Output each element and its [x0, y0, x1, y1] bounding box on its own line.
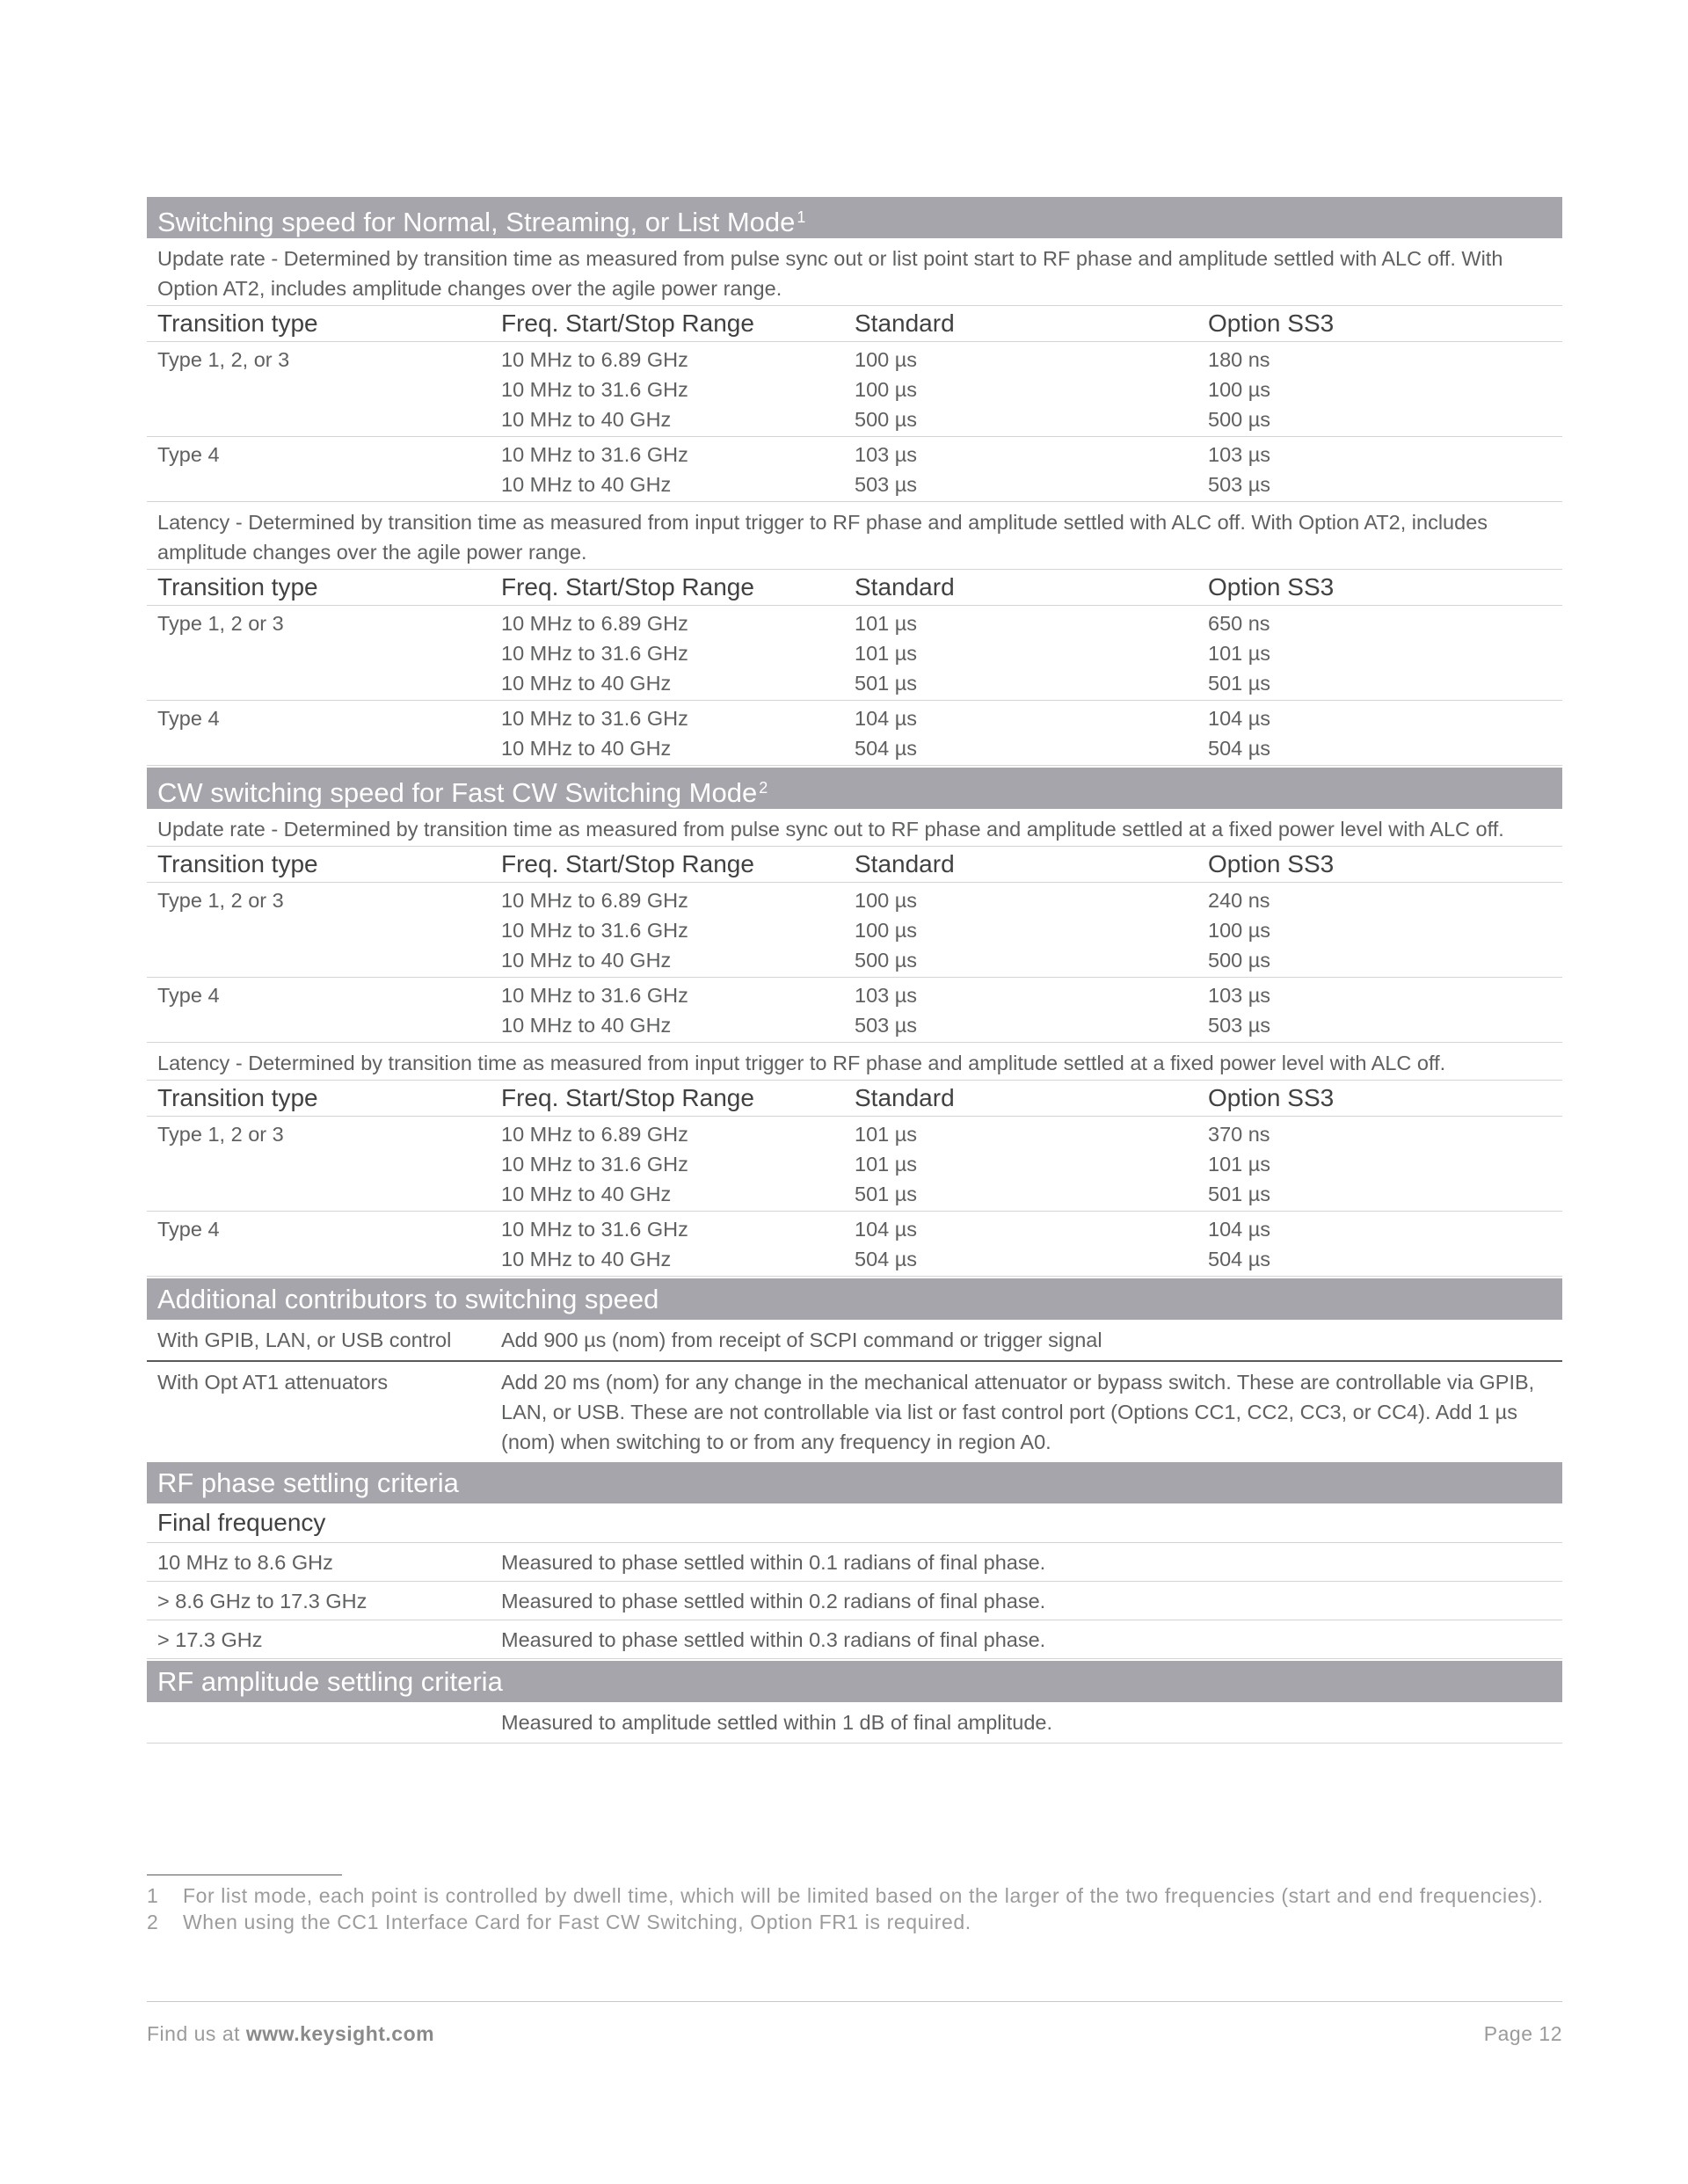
freq-range-cells [501, 1214, 855, 1274]
column-header: Freq. Start/Stop Range [501, 573, 754, 601]
freq-range-cell: 10 MHz to 31.6 GHz [501, 1218, 688, 1241]
amplitude-settling-row [147, 1702, 1562, 1744]
column-header: Transition type [157, 309, 318, 337]
standard-cell: 104 µs [855, 1218, 918, 1241]
freq-range-cell: 10 MHz to 6.89 GHz [501, 889, 688, 912]
contributor-row [147, 1320, 1562, 1362]
standard-cell: 501 µs [855, 672, 918, 695]
freq-range-cell: 10 MHz to 6.89 GHz [501, 348, 688, 371]
footnote-number: 1 [147, 1884, 159, 1907]
table-header-row [147, 1081, 1562, 1117]
table-header-row [147, 306, 1562, 342]
column-header: Transition type [157, 573, 318, 601]
table-row [147, 1117, 1562, 1212]
freq-range-cell: 10 MHz to 31.6 GHz [501, 378, 688, 401]
option-ss3-cell: 101 µs [1208, 642, 1271, 665]
standard-cell: 504 µs [855, 737, 918, 760]
table-row [147, 978, 1562, 1043]
footnote-number: 2 [147, 1911, 159, 1933]
option-ss3-cell: 104 µs [1208, 1218, 1271, 1241]
freq-range-cells [501, 1119, 855, 1209]
freq-range-cell: 10 MHz to 40 GHz [501, 737, 672, 760]
column-header: Standard [855, 573, 955, 601]
footnote-ref: 1 [797, 208, 806, 226]
freq-range-cells [501, 608, 855, 698]
option-ss3-cell: 104 µs [1208, 707, 1271, 730]
option-ss3-cell: 501 µs [1208, 672, 1271, 695]
transition-type-cell: Type 1, 2 or 3 [157, 889, 284, 912]
standard-cell: 501 µs [855, 1183, 918, 1205]
column-header: Standard [855, 1084, 955, 1111]
frequency-label: > 8.6 GHz to 17.3 GHz [157, 1590, 367, 1613]
transition-type-cell: Type 1, 2 or 3 [157, 612, 284, 635]
standard-cells [855, 345, 1208, 434]
standard-cell: 101 µs [855, 1153, 918, 1176]
option-ss3-cell: 101 µs [1208, 1153, 1271, 1176]
standard-cell: 101 µs [855, 1123, 918, 1146]
section-title: Switching speed for Normal, Streaming, or List Mode [157, 207, 796, 237]
freq-range-cell: 10 MHz to 6.89 GHz [501, 612, 688, 635]
standard-cells [855, 885, 1208, 975]
option-ss3-cell: 240 ns [1208, 889, 1270, 912]
footnote-2 [147, 1909, 1562, 1935]
contributor-label: With GPIB, LAN, or USB control [157, 1329, 452, 1351]
option-ss3-cell: 100 µs [1208, 378, 1271, 401]
footnote-1 [147, 1882, 1562, 1909]
freq-range-cell: 10 MHz to 31.6 GHz [501, 443, 688, 466]
column-header: Freq. Start/Stop Range [501, 850, 754, 877]
column-header: Option SS3 [1208, 850, 1335, 877]
standard-cell: 100 µs [855, 919, 918, 942]
freq-range-cell: 10 MHz to 40 GHz [501, 1183, 672, 1205]
freq-range-cell: 10 MHz to 40 GHz [501, 1014, 672, 1037]
transition-type-cell: Type 4 [157, 984, 220, 1007]
section-header [147, 1661, 1562, 1702]
freq-range-cell: 10 MHz to 6.89 GHz [501, 1123, 688, 1146]
frequency-label: > 17.3 GHz [157, 1628, 263, 1651]
option-ss3-cell: 103 µs [1208, 984, 1271, 1007]
standard-cell: 100 µs [855, 378, 918, 401]
freq-range-cells [501, 980, 855, 1040]
section-header [147, 1462, 1562, 1503]
freq-range-cell: 10 MHz to 31.6 GHz [501, 919, 688, 942]
freq-range-cell: 10 MHz to 40 GHz [501, 408, 672, 431]
freq-range-cell: 10 MHz to 40 GHz [501, 949, 672, 972]
section-description: Update rate - Determined by transition time as measured from pulse sync out to RF phase and amplitude settled at a fixed power level with ALC off. [147, 809, 1562, 847]
option-ss3-cell: 650 ns [1208, 612, 1270, 635]
option-ss3-cell: 504 µs [1208, 1248, 1271, 1270]
option-ss3-cells [1208, 1119, 1562, 1209]
option-ss3-cell: 503 µs [1208, 473, 1271, 496]
option-ss3-cell: 501 µs [1208, 1183, 1271, 1205]
standard-cell: 500 µs [855, 408, 918, 431]
freq-range-cells [501, 345, 855, 434]
standard-cells [855, 608, 1208, 698]
option-ss3-cell: 103 µs [1208, 443, 1271, 466]
contributor-label: With Opt AT1 attenuators [157, 1371, 389, 1394]
option-ss3-cell: 503 µs [1208, 1014, 1271, 1037]
table-subheader: Final frequency [147, 1503, 1562, 1543]
standard-cell: 500 µs [855, 949, 918, 972]
standard-cells [855, 980, 1208, 1040]
freq-range-cell: 10 MHz to 40 GHz [501, 672, 672, 695]
section-header [147, 197, 1562, 238]
contributor-value: Add 20 ms (nom) for any change in the mechanical attenuator or bypass switch. These are controllable via GPIB, LAN, or USB. These are not controllable via list or fast control port (Options CC1, CC2, CC3, or CC4). Add 1 µs (nom) when switching to or from any frequency in region A0. [501, 1371, 1535, 1453]
footer-rule [147, 2001, 1562, 2002]
freq-range-cell: 10 MHz to 40 GHz [501, 473, 672, 496]
section-header [147, 768, 1562, 809]
freq-range-cell: 10 MHz to 40 GHz [501, 1248, 672, 1270]
option-ss3-cells [1208, 1214, 1562, 1274]
criteria-value: Measured to phase settled within 0.1 radians of final phase. [501, 1551, 1046, 1574]
phase-settling-row [147, 1543, 1562, 1582]
frequency-label: 10 MHz to 8.6 GHz [157, 1551, 333, 1574]
option-ss3-cell: 504 µs [1208, 737, 1271, 760]
table-row [147, 342, 1562, 437]
section-description: Latency - Determined by transition time as measured from input trigger to RF phase and amplitude settled at a fixed power level with ALC off. [147, 1043, 1562, 1081]
freq-range-cell: 10 MHz to 31.6 GHz [501, 1153, 688, 1176]
option-ss3-cell: 180 ns [1208, 348, 1270, 371]
option-ss3-cell: 500 µs [1208, 949, 1271, 972]
option-ss3-cells [1208, 885, 1562, 975]
column-header: Option SS3 [1208, 573, 1335, 601]
transition-type-cell: Type 1, 2 or 3 [157, 1123, 284, 1146]
page-footer [147, 2022, 1562, 2050]
transition-type-cell: Type 4 [157, 443, 220, 466]
column-header: Option SS3 [1208, 309, 1335, 337]
section-title: CW switching speed for Fast CW Switching Mode [157, 777, 758, 808]
section-header [147, 1278, 1562, 1320]
footnote-ref: 2 [759, 779, 768, 797]
standard-cell: 503 µs [855, 1014, 918, 1037]
transition-type-cell: Type 4 [157, 707, 220, 730]
section-description: Update rate - Determined by transition time as measured from pulse sync out or list point start to RF phase and amplitude settled with ALC off. With Option AT2, includes amplitude changes over the agile power range. [147, 238, 1562, 306]
section-title: Additional contributors to switching speed [157, 1284, 659, 1314]
footnote-text: When using the CC1 Interface Card for Fast CW Switching, Option FR1 is required. [183, 1911, 971, 1933]
section-title: RF amplitude settling criteria [157, 1666, 503, 1697]
contributor-row [147, 1362, 1562, 1460]
transition-type-cell: Type 4 [157, 1218, 220, 1241]
section-description: Latency - Determined by transition time as measured from input trigger to RF phase and amplitude settled with ALC off. With Option AT2, includes amplitude changes over the agile power range. [147, 502, 1562, 570]
column-header: Option SS3 [1208, 1084, 1335, 1111]
freq-range-cells [501, 703, 855, 763]
table-row [147, 701, 1562, 766]
option-ss3-cells [1208, 440, 1562, 499]
standard-cells [855, 1119, 1208, 1209]
freq-range-cell: 10 MHz to 31.6 GHz [501, 984, 688, 1007]
option-ss3-cell: 370 ns [1208, 1123, 1270, 1146]
contributor-value: Add 900 µs (nom) from receipt of SCPI command or trigger signal [501, 1329, 1102, 1351]
table-header-row [147, 570, 1562, 606]
footer-link[interactable]: www.keysight.com [245, 2022, 435, 2045]
empty-label-cell [147, 1707, 501, 1737]
transition-type-cell: Type 1, 2, or 3 [157, 348, 290, 371]
column-header: Freq. Start/Stop Range [501, 1084, 754, 1111]
freq-range-cells [501, 440, 855, 499]
footer-find-us [147, 2022, 434, 2046]
standard-cells [855, 703, 1208, 763]
option-ss3-cell: 100 µs [1208, 919, 1271, 942]
standard-cell: 103 µs [855, 984, 918, 1007]
table-row [147, 883, 1562, 978]
freq-range-cell: 10 MHz to 31.6 GHz [501, 642, 688, 665]
option-ss3-cells [1208, 345, 1562, 434]
standard-cell: 100 µs [855, 889, 918, 912]
standard-cell: 101 µs [855, 642, 918, 665]
standard-cell: 504 µs [855, 1248, 918, 1270]
spec-content [147, 195, 1562, 1744]
column-header: Freq. Start/Stop Range [501, 309, 754, 337]
column-header: Standard [855, 309, 955, 337]
column-header: Standard [855, 850, 955, 877]
option-ss3-cells [1208, 703, 1562, 763]
criteria-value: Measured to phase settled within 0.2 radians of final phase. [501, 1590, 1046, 1613]
table-row [147, 1212, 1562, 1277]
section-title: RF phase settling criteria [157, 1467, 459, 1498]
criteria-value: Measured to amplitude settled within 1 dB of final amplitude. [501, 1711, 1053, 1734]
standard-cell: 104 µs [855, 707, 918, 730]
standard-cells [855, 440, 1208, 499]
footnote-text: For list mode, each point is controlled by dwell time, which will be limited based on the larger of the two frequencies (start and end frequencies). [183, 1884, 1544, 1907]
option-ss3-cells [1208, 608, 1562, 698]
column-header: Transition type [157, 1084, 318, 1111]
standard-cell: 100 µs [855, 348, 918, 371]
footnotes [147, 1875, 1562, 1935]
standard-cell: 103 µs [855, 443, 918, 466]
standard-cell: 101 µs [855, 612, 918, 635]
phase-settling-row [147, 1620, 1562, 1659]
table-header-row [147, 847, 1562, 883]
phase-settling-row [147, 1582, 1562, 1620]
option-ss3-cells [1208, 980, 1562, 1040]
footer-find-prefix: Find us at [147, 2022, 246, 2045]
standard-cells [855, 1214, 1208, 1274]
column-header: Transition type [157, 850, 318, 877]
freq-range-cells [501, 885, 855, 975]
table-row [147, 606, 1562, 701]
freq-range-cell: 10 MHz to 31.6 GHz [501, 707, 688, 730]
table-row [147, 437, 1562, 502]
criteria-value: Measured to phase settled within 0.3 radians of final phase. [501, 1628, 1046, 1651]
option-ss3-cell: 500 µs [1208, 408, 1271, 431]
standard-cell: 503 µs [855, 473, 918, 496]
page-number: Page 12 [1483, 2022, 1562, 2045]
